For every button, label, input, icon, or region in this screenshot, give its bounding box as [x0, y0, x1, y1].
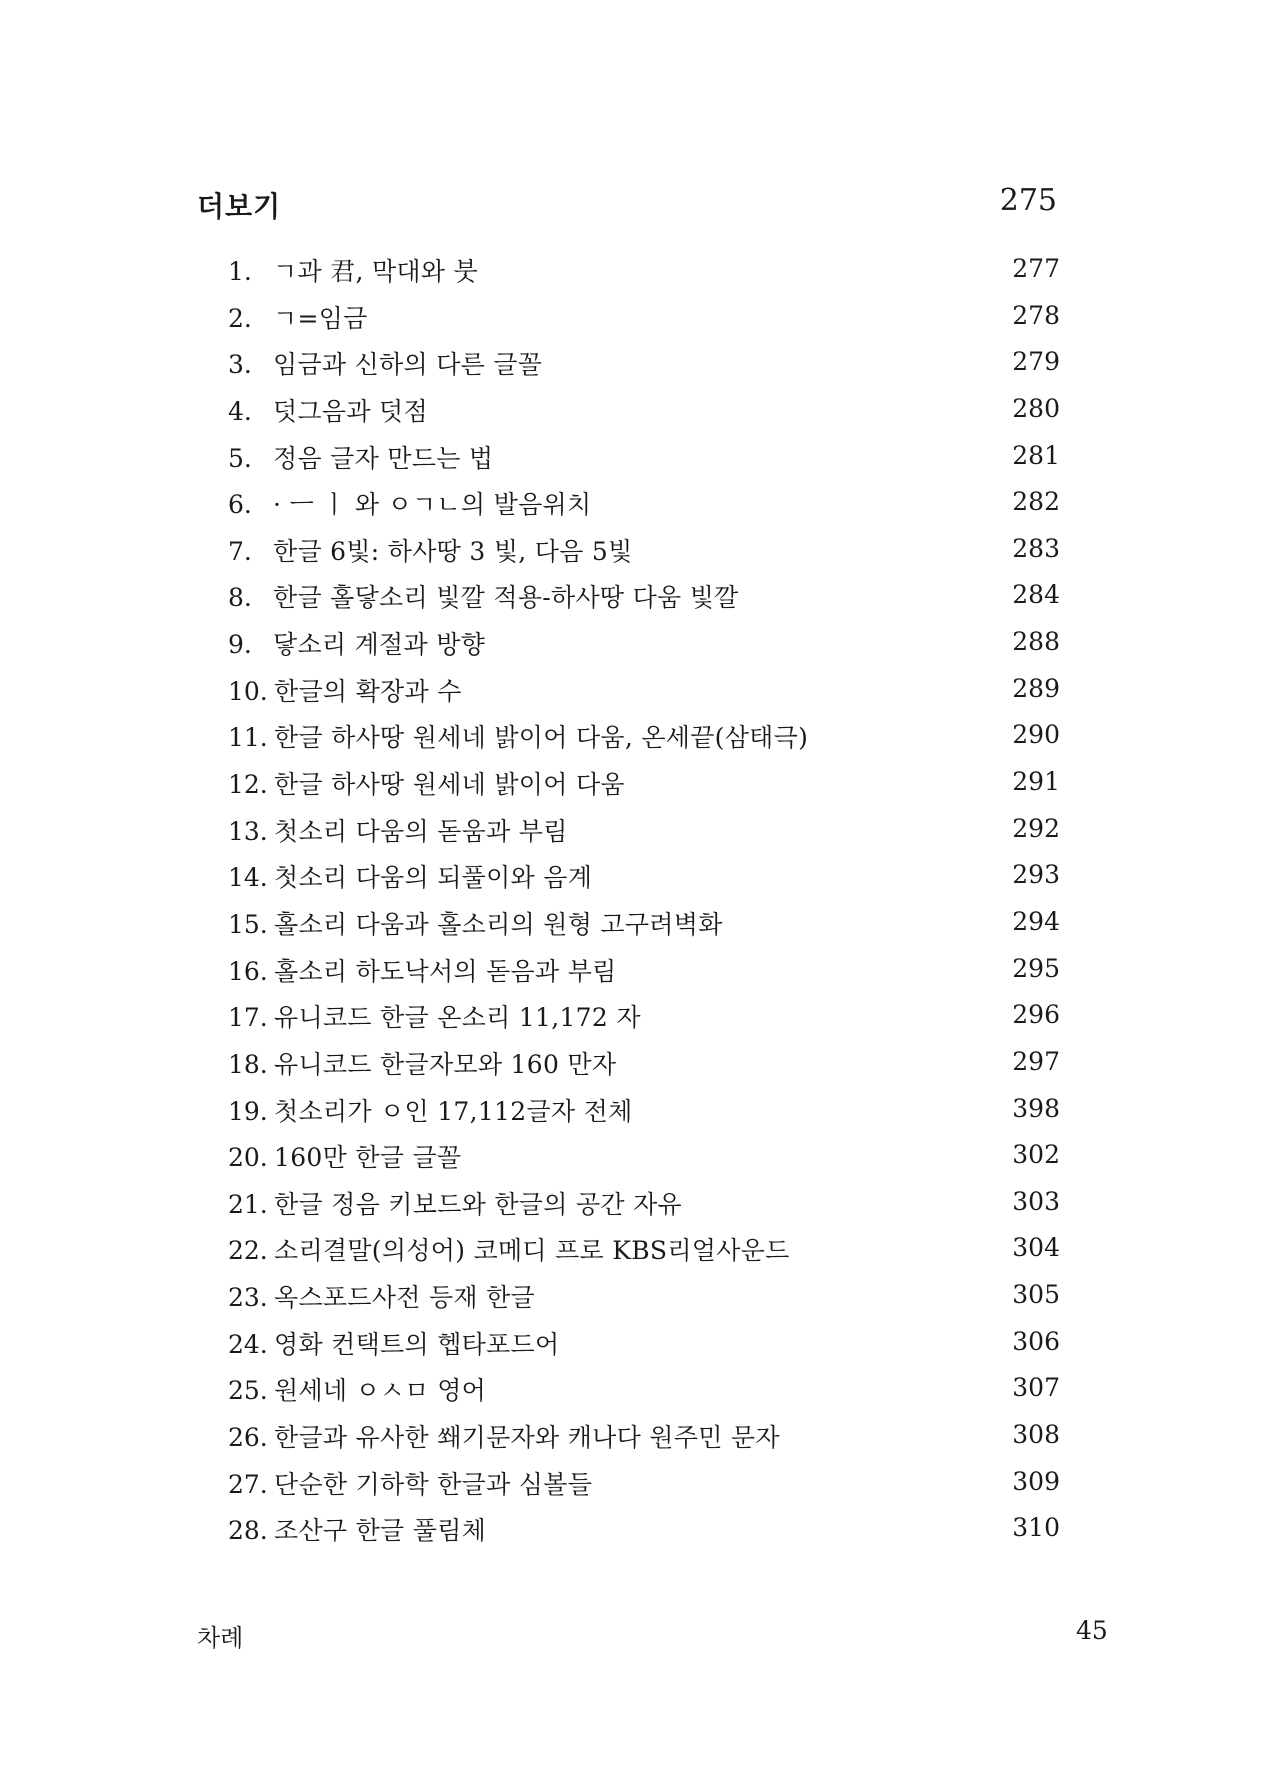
- toc-entry[interactable]: [228, 1373, 1060, 1420]
- entry-page-number: 305: [1012, 1280, 1060, 1310]
- entry-page-number: 297: [1012, 1046, 1060, 1076]
- entry-page-number: 289: [1012, 673, 1060, 703]
- toc-entry[interactable]: [228, 487, 1060, 534]
- entry-page-number: 278: [1012, 300, 1060, 330]
- entry-page-number: 290: [1012, 720, 1060, 750]
- entry-title: 옥스포드사전 등재 한글: [274, 1283, 535, 1313]
- toc-entry[interactable]: [228, 954, 1060, 1001]
- entry-page-number: 295: [1012, 953, 1060, 983]
- entry-page-number: 303: [1012, 1186, 1060, 1216]
- entry-number: 16.: [228, 956, 268, 986]
- toc-entry[interactable]: [228, 860, 1060, 907]
- toc-entry[interactable]: [228, 814, 1060, 861]
- toc-list: [228, 254, 1060, 1560]
- entry-page-number: 302: [1012, 1140, 1060, 1170]
- entry-number: 18.: [228, 1049, 268, 1079]
- toc-entry[interactable]: [228, 580, 1060, 627]
- entry-title: · ㅡ ㅣ 와 ㅇㄱㄴ의 발음위치: [273, 490, 592, 520]
- toc-entry[interactable]: [228, 534, 1060, 581]
- entry-title: 한글 6빛: 하사땅 3 빛, 다음 5빛: [273, 536, 633, 566]
- entry-title: 한글 홀닿소리 빛깔 적용-하사땅 다움 빛깔: [273, 583, 739, 613]
- entry-number: 6.: [228, 490, 252, 520]
- toc-entry[interactable]: [228, 394, 1060, 441]
- entry-title: 정음 글자 만드는 법: [273, 443, 494, 473]
- entry-title: 단순한 기하학 한글과 심볼들: [274, 1469, 593, 1499]
- entry-number: 10.: [228, 676, 268, 706]
- toc-entry[interactable]: [228, 1420, 1060, 1467]
- entry-page-number: 307: [1012, 1373, 1060, 1403]
- toc-entry[interactable]: [228, 1327, 1060, 1374]
- entry-title: 한글 하사땅 원세네 밝이어 다움: [274, 770, 625, 800]
- entry-title: 한글 하사땅 원세네 밝이어 다움, 온세끝(삼태극): [274, 723, 809, 753]
- entry-number: 28.: [228, 1516, 268, 1546]
- entry-number: 26.: [228, 1423, 268, 1453]
- entry-number: 9.: [228, 630, 252, 660]
- entry-page-number: 296: [1012, 1000, 1060, 1030]
- entry-page-number: 282: [1012, 487, 1060, 517]
- toc-entry[interactable]: [228, 674, 1060, 721]
- entry-number: 2.: [228, 303, 252, 333]
- entry-number: 8.: [228, 583, 252, 613]
- entry-page-number: 304: [1012, 1233, 1060, 1263]
- entry-title: 소리결말(의성어) 코메디 프로 KBS리얼사운드: [274, 1236, 790, 1266]
- toc-entry[interactable]: [228, 720, 1060, 767]
- entry-page-number: 398: [1012, 1093, 1060, 1123]
- entry-number: 22.: [228, 1236, 268, 1266]
- entry-page-number: 306: [1012, 1326, 1060, 1356]
- toc-entry[interactable]: [228, 1000, 1060, 1047]
- toc-entry[interactable]: [228, 347, 1060, 394]
- footer-section-label: 차례: [197, 1624, 244, 1652]
- entry-title: 원세네 ㅇㅅㅁ 영어: [274, 1376, 487, 1406]
- entry-number: 11.: [228, 723, 268, 753]
- entry-page-number: 283: [1012, 533, 1060, 563]
- toc-entry[interactable]: [228, 254, 1060, 301]
- section-header: [197, 183, 1057, 233]
- entry-page-number: 277: [1012, 254, 1060, 283]
- section-page-number: 275: [999, 183, 1057, 218]
- toc-entry[interactable]: [228, 301, 1060, 348]
- entry-page-number: 280: [1012, 393, 1060, 423]
- entry-title: 한글과 유사한 쐐기문자와 캐나다 원주민 문자: [274, 1423, 780, 1453]
- entry-title: 조산구 한글 풀림체: [274, 1516, 487, 1546]
- entry-number: 24.: [228, 1329, 268, 1359]
- entry-title: 첫소리가 ㅇ인 17,112글자 전체: [274, 1096, 633, 1126]
- toc-entry[interactable]: [228, 627, 1060, 674]
- entry-page-number: 294: [1012, 906, 1060, 936]
- toc-entry[interactable]: [228, 1280, 1060, 1327]
- entry-title: 닿소리 계절과 방향: [273, 630, 486, 660]
- entry-page-number: 281: [1012, 440, 1060, 470]
- footer-page-number: 45: [1076, 1616, 1108, 1645]
- entry-title: 덧그음과 덧점: [273, 396, 428, 426]
- entry-page-number: 310: [1012, 1513, 1060, 1543]
- entry-title: 첫소리 다움의 되풀이와 음계: [274, 863, 593, 893]
- toc-entry[interactable]: [228, 1094, 1060, 1141]
- entry-number: 7.: [228, 536, 252, 566]
- entry-title: 홀소리 다움과 홀소리의 원형 고구려벽화: [274, 909, 723, 939]
- entry-number: 23.: [228, 1283, 268, 1313]
- entry-page-number: 308: [1012, 1420, 1060, 1450]
- entry-page-number: 292: [1012, 813, 1060, 843]
- toc-entry[interactable]: [228, 1187, 1060, 1234]
- entry-number: 17.: [228, 1003, 268, 1033]
- entry-number: 25.: [228, 1376, 268, 1406]
- entry-title: 영화 컨택트의 헵타포드어: [274, 1329, 560, 1359]
- entry-title: 한글 정음 키보드와 한글의 공간 자유: [274, 1189, 682, 1219]
- entry-page-number: 293: [1012, 860, 1060, 890]
- toc-entry[interactable]: [228, 767, 1060, 814]
- section-title: 더보기: [197, 190, 282, 223]
- entry-number: 5.: [228, 443, 252, 473]
- entry-title: 홀소리 하도낙서의 돋음과 부림: [274, 956, 617, 986]
- entry-title: ㄱ과 君, 막대와 붓: [273, 257, 478, 286]
- entry-page-number: 279: [1012, 347, 1060, 377]
- entry-title: 한글의 확장과 수: [274, 676, 462, 706]
- toc-entry[interactable]: [228, 441, 1060, 488]
- entry-number: 15.: [228, 909, 268, 939]
- entry-number: 27.: [228, 1469, 268, 1499]
- toc-entry[interactable]: [228, 1513, 1060, 1560]
- entry-number: 21.: [228, 1189, 268, 1219]
- entry-page-number: 288: [1012, 627, 1060, 657]
- entry-number: 3.: [228, 350, 252, 380]
- entry-number: 14.: [228, 863, 268, 893]
- entry-number: 13.: [228, 816, 268, 846]
- entry-page-number: 284: [1012, 580, 1060, 610]
- toc-entry[interactable]: [228, 1233, 1060, 1280]
- entry-title: 160만 한글 글꼴: [274, 1143, 462, 1173]
- entry-number: 1.: [228, 257, 252, 286]
- toc-entry[interactable]: [228, 907, 1060, 954]
- toc-entry[interactable]: [228, 1047, 1060, 1094]
- entry-number: 4.: [228, 396, 252, 426]
- entry-number: 19.: [228, 1096, 268, 1126]
- entry-page-number: 309: [1012, 1466, 1060, 1496]
- entry-title: 첫소리 다움의 돋움과 부림: [274, 816, 568, 846]
- entry-number: 20.: [228, 1143, 268, 1173]
- entry-title: 임금과 신하의 다른 글꼴: [273, 350, 543, 380]
- toc-entry[interactable]: [228, 1140, 1060, 1187]
- entry-page-number: 291: [1012, 767, 1060, 797]
- toc-entry[interactable]: [228, 1467, 1060, 1514]
- entry-title: 유니코드 한글 온소리 11,172 자: [274, 1003, 641, 1033]
- entry-title: 유니코드 한글자모와 160 만자: [274, 1049, 617, 1079]
- entry-number: 12.: [228, 770, 268, 800]
- entry-title: ㄱ=임금: [273, 303, 368, 333]
